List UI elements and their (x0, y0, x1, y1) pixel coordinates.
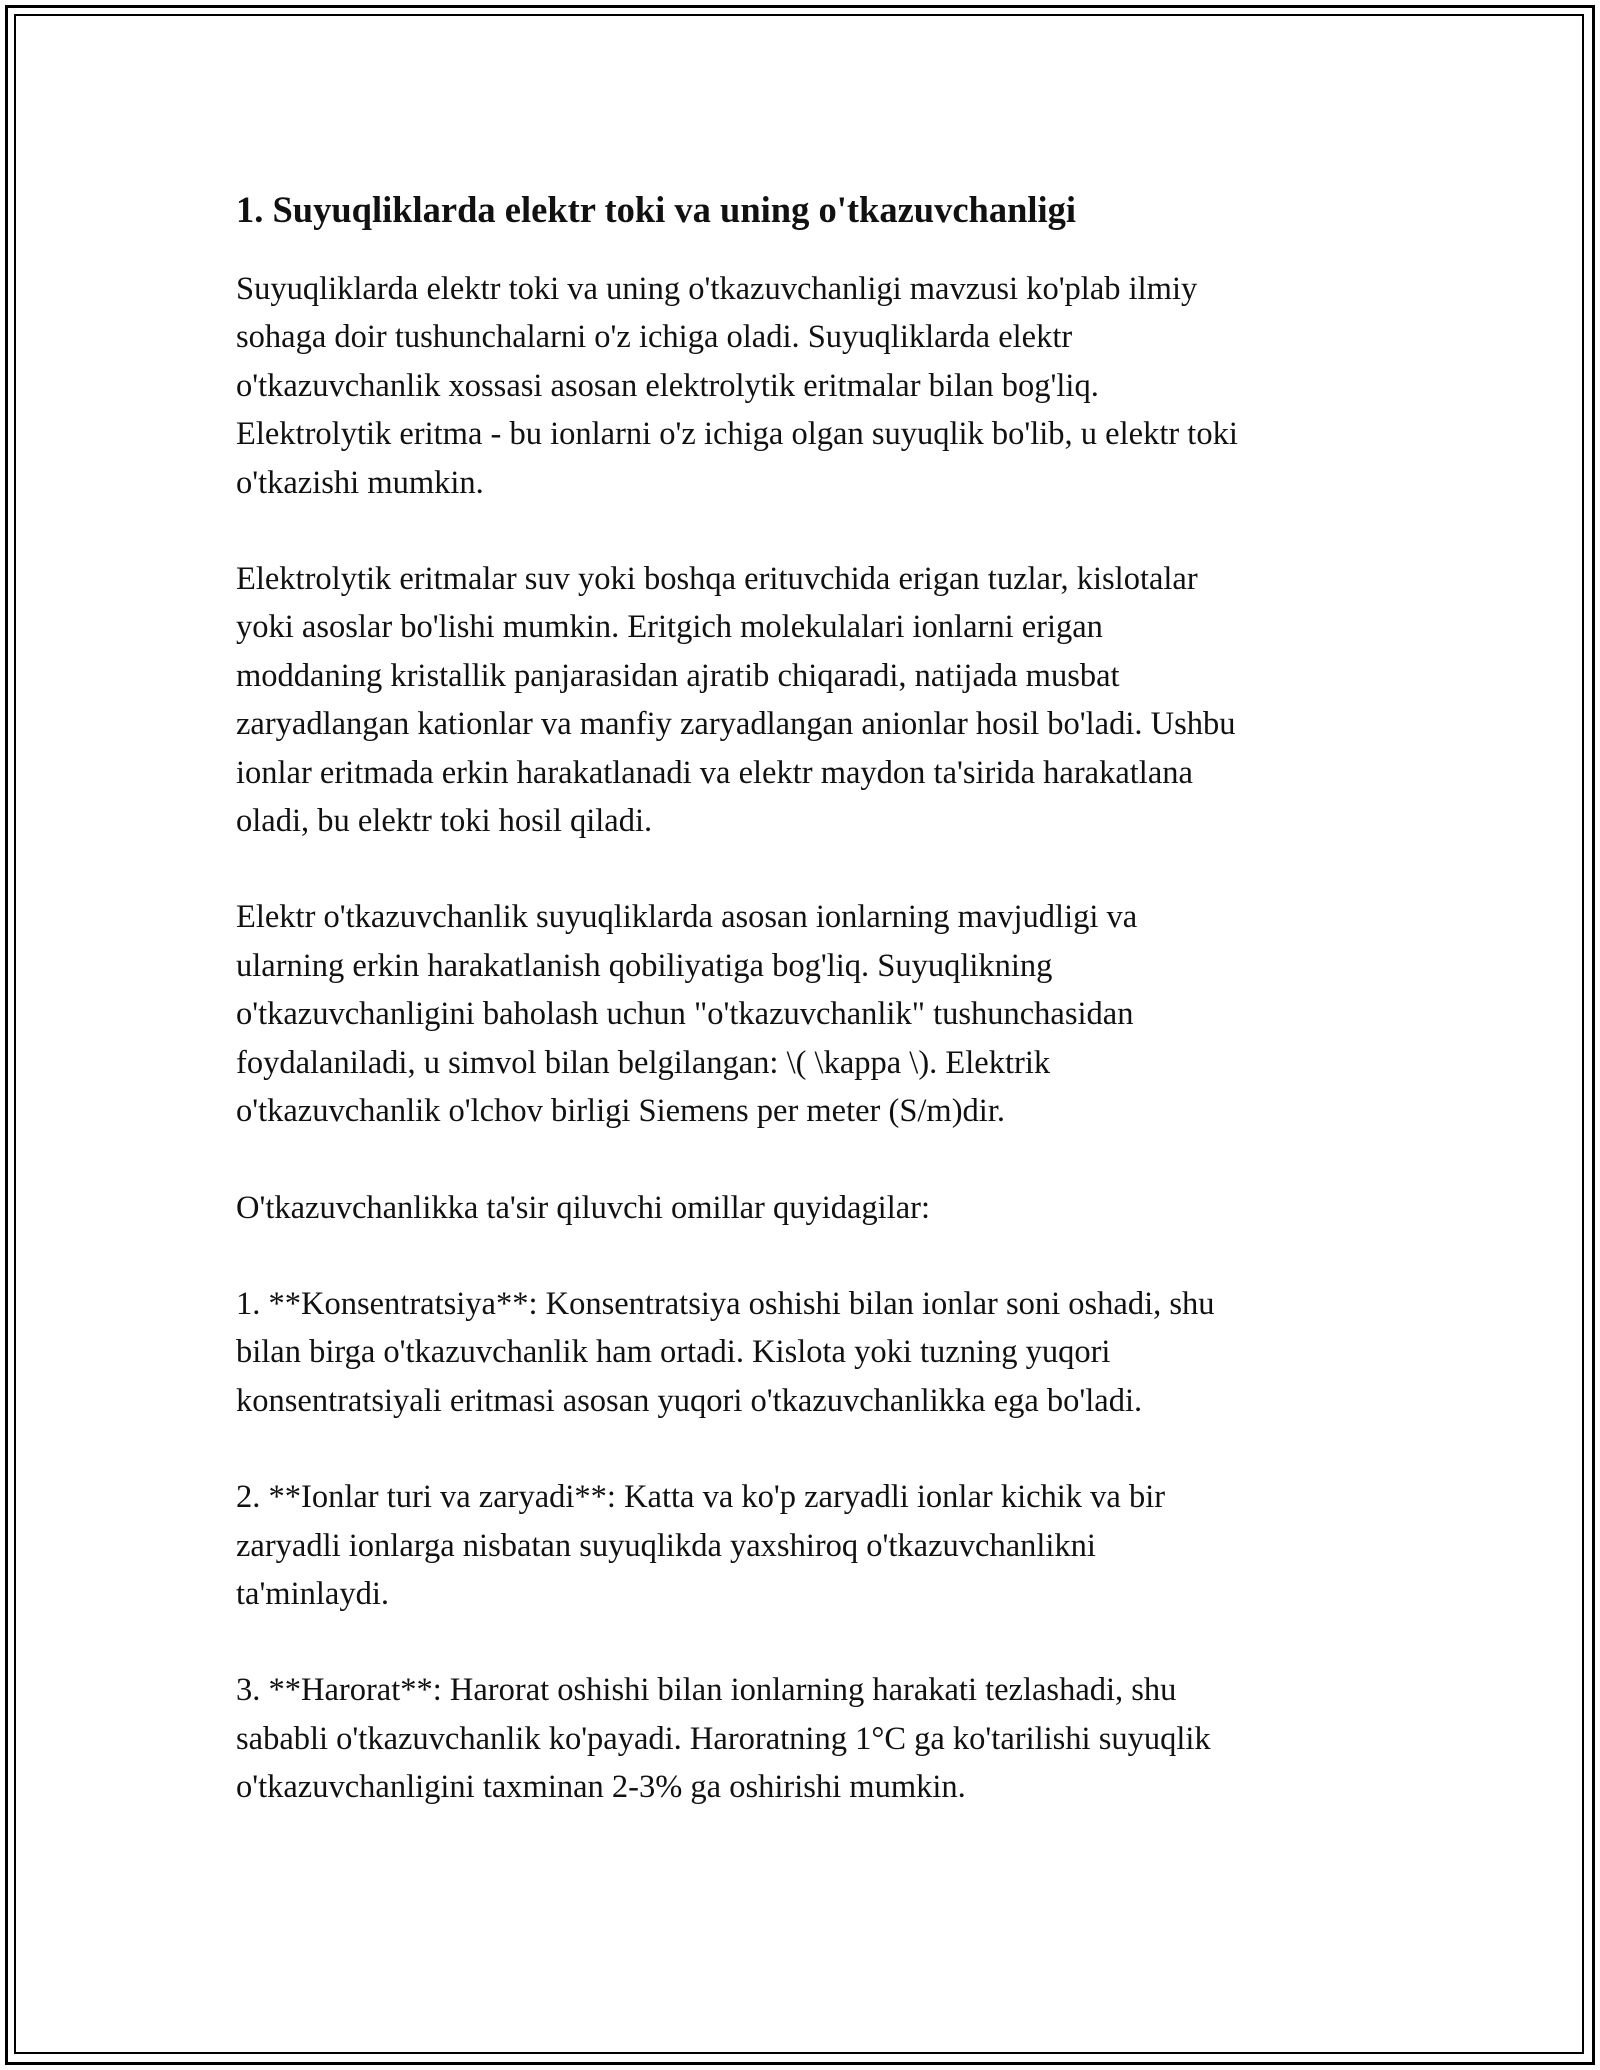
paragraph-line: foydalaniladi, u simvol bilan belgilangan: \( \kappa \). Elektrik (236, 1044, 1051, 1081)
paragraph-line: oladi, bu elektr toki hosil qiladi. (236, 803, 653, 840)
paragraph-line: zaryadlangan kationlar va manfiy zaryadlangan anionlar hosil bo'ladi. Ushbu (236, 706, 1236, 743)
paragraph-line: o'tkazuvchanlik o'lchov birligi Siemens per meter (S/m)dir. (236, 1093, 1005, 1130)
paragraph-line: bilan birga o'tkazuvchanlik ham ortadi. Kislota yoki tuzning yuqori (236, 1334, 1111, 1371)
paragraph-line: Suyuqliklarda elektr toki va uning o'tkazuvchanligi mavzusi ko'plab ilmiy (236, 271, 1198, 307)
paragraph-line: Elektr o'tkazuvchanlik suyuqliklarda asosan ionlarning mavjudligi va (236, 899, 1138, 936)
paragraph-line: ularning erkin harakatlanish qobiliyatiga bog'liq. Suyuqlikning (236, 947, 1053, 984)
paragraph-line: o'tkazuvchanlik xossasi asosan elektrolytik eritmalar bilan bog'liq. (236, 367, 1099, 404)
paragraph-line: o'tkazuvchanligini baholash uchun "o'tkazuvchanlik" tushunchasidan (236, 996, 1134, 1033)
paragraph-line: zaryadli ionlarga nisbatan suyuqlikda yaxshiroq o'tkazuvchanlikni (236, 1527, 1096, 1564)
paragraph (236, 1666, 1376, 1811)
paragraph-line: Elektrolytik eritmalar suv yoki boshqa erituvchida erigan tuzlar, kislotalar (236, 561, 1198, 598)
paragraph (236, 1473, 1376, 1618)
paragraph-line: moddaning kristallik panjarasidan ajratib chiqaradi, natijada musbat (236, 657, 1120, 694)
paragraph (236, 1280, 1376, 1425)
document-body (236, 186, 1376, 1860)
paragraph-line: 3. **Harorat**: Harorat oshishi bilan ionlarning harakati tezlashadi, shu (236, 1672, 1177, 1709)
paragraph (236, 265, 1376, 507)
paragraph-line: sohaga doir tushunchalarni o'z ichiga oladi. Suyuqliklarda elektr (236, 319, 1073, 356)
paragraph-line: o'tkazishi mumkin. (236, 464, 484, 501)
paragraph-line: konsentratsiyali eritmasi asosan yuqori o'tkazuvchanlikka ega bo'ladi. (236, 1382, 1143, 1419)
paragraph (236, 893, 1376, 1135)
paragraph-line: sababli o'tkazuvchanlik ko'payadi. Haroratning 1°C ga ko'tarilishi suyuqlik (236, 1720, 1211, 1757)
paragraph (236, 555, 1376, 845)
paragraph-line: Elektrolytik eritma - bu ionlarni o'z ichiga olgan suyuqlik bo'lib, u elektr toki (236, 416, 1238, 453)
paragraph-list (236, 265, 1376, 1812)
paragraph-line: yoki asoslar bo'lishi mumkin. Eritgich molekulalari ionlarni erigan (236, 609, 1103, 646)
paragraph-line: o'tkazuvchanligini taxminan 2-3% ga oshirishi mumkin. (236, 1769, 966, 1806)
paragraph-line: ionlar eritmada erkin harakatlanadi va elektr maydon ta'sirida harakatlana (236, 754, 1193, 791)
paragraph (236, 1184, 1376, 1232)
section-heading: 1. Suyuqliklarda elektr toki va uning o'tkazuvchanligi (236, 189, 1077, 230)
paragraph-line: ta'minlaydi. (236, 1575, 389, 1612)
paragraph-line: 1. **Konsentratsiya**: Konsentratsiya oshishi bilan ionlar soni oshadi, shu (236, 1285, 1215, 1322)
paragraph-line: O'tkazuvchanlikka ta'sir qiluvchi omillar quyidagilar: (236, 1189, 931, 1226)
paragraph-line: 2. **Ionlar turi va zaryadi**: Katta va ko'p zaryadli ionlar kichik va bir (236, 1479, 1166, 1516)
